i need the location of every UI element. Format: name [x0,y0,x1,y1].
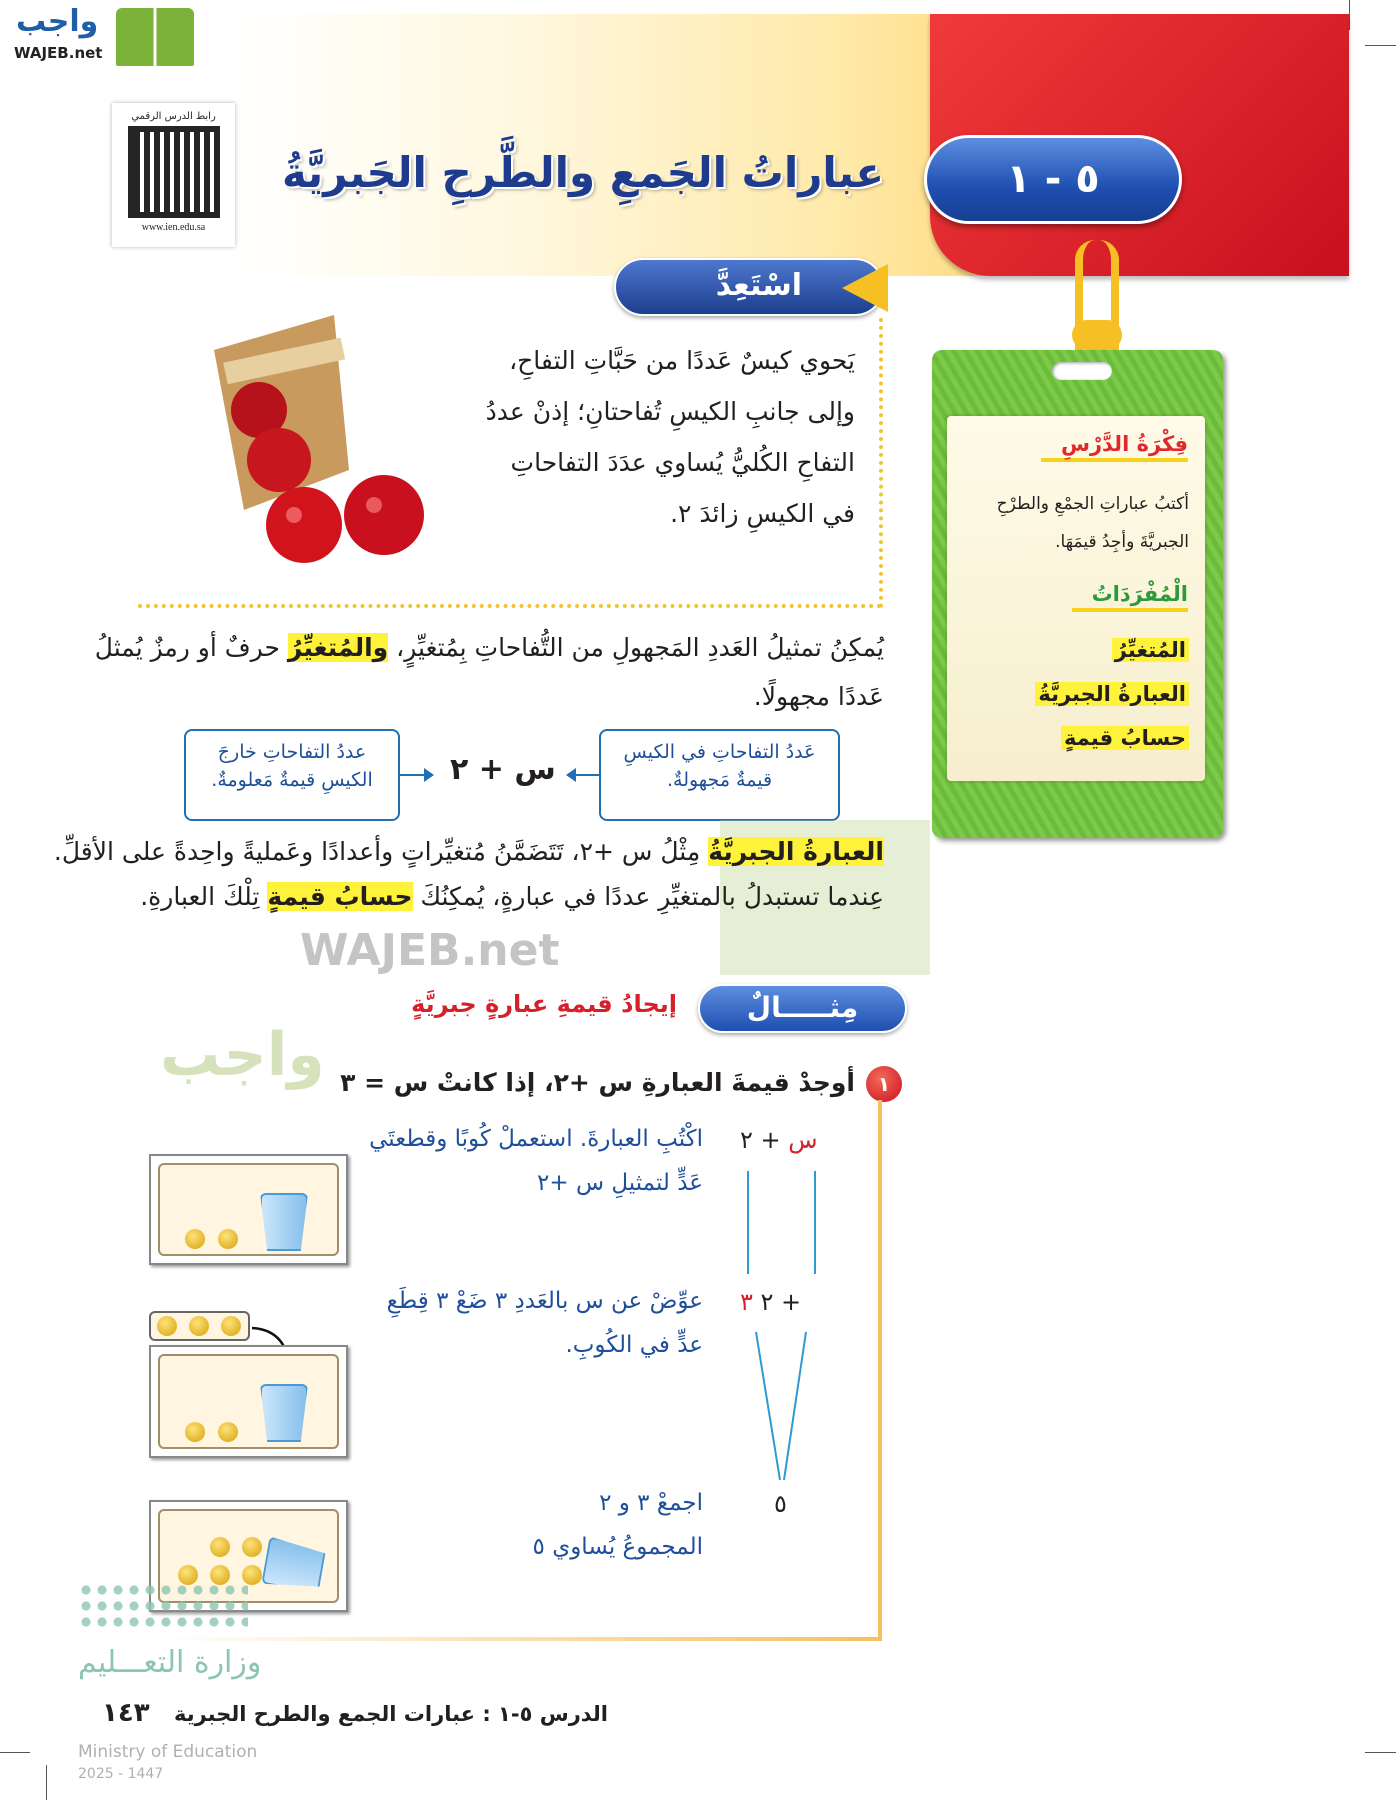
box-line: الكيسِ قيمةٌ مَعلومةٌ. [211,768,373,791]
triangle-icon [842,264,888,312]
step1-math [740,1126,818,1154]
qr-code-icon[interactable] [128,126,220,218]
ministry-english: Ministry of Education [78,1742,258,1762]
crop-mark [46,1765,47,1800]
step-line: عَدٍّ لتمثيلِ س +٢ [537,1170,703,1196]
variable: ٣ [740,1288,753,1316]
dotted-divider [879,318,883,608]
unknown-value-box [599,729,840,821]
cup-counters-image [149,1345,348,1458]
logo-arabic: واجب [16,4,99,39]
qr-url[interactable]: www.ien.edu.sa [141,222,206,233]
vocab-title-text: الْمُفْرَدَاتُ [1072,582,1188,612]
paragraph-variable [94,632,884,713]
counter [210,1537,230,1557]
ministry-logo-icon [78,1582,248,1632]
wajeb-logo[interactable] [8,4,190,68]
watermark-arabic: واجب [160,1020,325,1090]
example-question: أوجدْ قيمةَ العبارةِ س +٢، إذا كانتْ س = ٣ [340,1068,855,1097]
example-badge: مِثـــــالٌ [698,984,907,1033]
step-line: عوِّضْ عن س بالعَددِ ٣ ضَعْ ٣ قِطَعِ [386,1288,703,1314]
arrowhead [424,768,434,782]
ready-line: في الكيسِ زائدَ ٢. [670,499,855,528]
qr-panel[interactable] [112,103,235,247]
ministry-arabic: وزارة التعـــليم [78,1645,262,1680]
idea-line: الجبريَّةَ وأجِدُ قيمَهَا. [1055,532,1189,552]
lesson-number-badge: ٥ - ١ [924,135,1182,224]
term-variable: والمُتغيِّرُ [287,633,389,662]
page-title: عباراتُ الجَمعِ والطَّرحِ الجَبريَّةُ [281,148,885,197]
text: عِندما تستبدلُ بالمتغيِّرِ عددًا في عبارةٍ، يُمكِنُكَ [412,881,884,911]
example-number: ١ [866,1066,902,1102]
variable: س [788,1126,818,1154]
term-expression: العبارةُ الجبريَّةُ [708,837,884,866]
paragraph-expression [53,836,884,913]
counter [242,1537,262,1557]
example-border [878,1100,882,1640]
counter [221,1316,241,1336]
watermark-text: WAJEB.net [300,925,560,976]
text: عَددًا مجهولًا. [753,681,884,711]
dotted-divider [138,604,882,608]
box-line: عَددُ التفاحاتِ في الكيسِ [623,741,816,763]
text: حرفٌ أو رمزٌ يُمثلُ [94,633,288,662]
vocab-title [1072,582,1188,612]
connector-line [747,1171,749,1274]
text: تِلْكَ العبارةِ. [140,881,268,911]
math-rest: + ٢ [740,1126,781,1154]
known-value-box [184,729,400,821]
text: مِثْلُ س +٢، تَتَضَمَّنُ مُتغيِّراتٍ وأعدادًا وعَمليةً واحِدةً على الأقلِّ. [53,837,709,866]
counter [185,1422,205,1442]
arrowhead [566,768,576,782]
ready-line: وإلى جانبِ الكيسِ تُفاحتانِ؛ إذنْ عددُ [485,397,855,426]
box-line: عددُ التفاحاتِ خارجَ [217,741,367,763]
cup-counters-image [149,1154,348,1265]
crop-mark [1349,0,1350,30]
vocab-item: المُتغيِّرُ [1112,638,1189,662]
ministry-years: 2025 - 1447 [78,1766,164,1782]
text: يُمكِنُ تمثيلُ العَددِ المَجهولِ من التُّفاحاتِ بِمُتغيِّرٍ، [388,633,884,662]
vocab-item: حسابُ قيمةٍ [1061,726,1189,750]
lanyard-knot [1072,320,1122,350]
page-number: ١٤٣ [102,1698,150,1728]
counter [218,1229,238,1249]
idea-title [1041,432,1188,462]
cup-icon [260,1384,308,1442]
idea-title-text: فِكْرَةُ الدَّرْسِ [1041,432,1188,462]
step3-math: ٥ [774,1490,787,1518]
step-line: اجمعْ ٣ و ٢ [599,1490,703,1516]
vocab-item: العبارةُ الجبريَّةُ [1035,682,1189,706]
cup-icon [260,1193,308,1251]
term-evaluate: حسابُ قيمةٍ [267,881,413,911]
step-line: عدٍّ في الكُوبِ. [565,1332,703,1358]
arrow-left-icon [572,774,599,776]
logo-english: WAJEB.net [14,44,103,62]
crop-mark [0,1752,30,1753]
idea-line: أكتبُ عباراتِ الجمْعِ والطرْحِ [996,494,1189,514]
book-icon [116,8,194,66]
card-hole [1052,362,1112,380]
converging-lines [740,1330,830,1485]
math-rest: + ٢ [760,1288,802,1316]
step2-math [740,1288,801,1316]
ready-line: التفاحِ الكُليُّ يُساوي عدَدَ التفاحاتِ [510,448,855,477]
qr-label: رابط الدرس الرقمي [131,111,216,122]
ready-line: يَحوي كيسٌ عَددًا من حَبَّاتِ التفاحِ، [509,346,855,375]
counter [218,1422,238,1442]
expression: س + ٢ [450,752,556,787]
counter [185,1229,205,1249]
counters-tray [149,1311,250,1341]
connector-line [814,1171,816,1274]
crop-mark [1365,1752,1396,1753]
footer-lesson: الدرس ٥-١ : عبارات الجمع والطرح الجبرية [173,1702,608,1726]
example-border [160,1637,882,1641]
step-line: اكْتُبِ العبارةَ. استعملْ كُوبًا وقطعتَي [369,1126,703,1152]
arrow-right-icon [400,774,427,776]
ready-label: اسْتَعِدَّ [715,268,802,303]
ready-text [470,345,855,549]
step-line: المجموعُ يُساوي ٥ [532,1534,703,1560]
counter [157,1316,177,1336]
box-line: قيمةٌ مَجهولةٌ. [666,768,773,791]
ready-heading [614,258,884,316]
idea-text [997,485,1189,561]
apple-bag-image [184,310,436,568]
example-title: إيجادُ قيمةِ عبارةٍ جبريَّةٍ [411,990,677,1018]
cup-icon [261,1536,326,1593]
counter [189,1316,209,1336]
crop-mark [1365,45,1396,46]
